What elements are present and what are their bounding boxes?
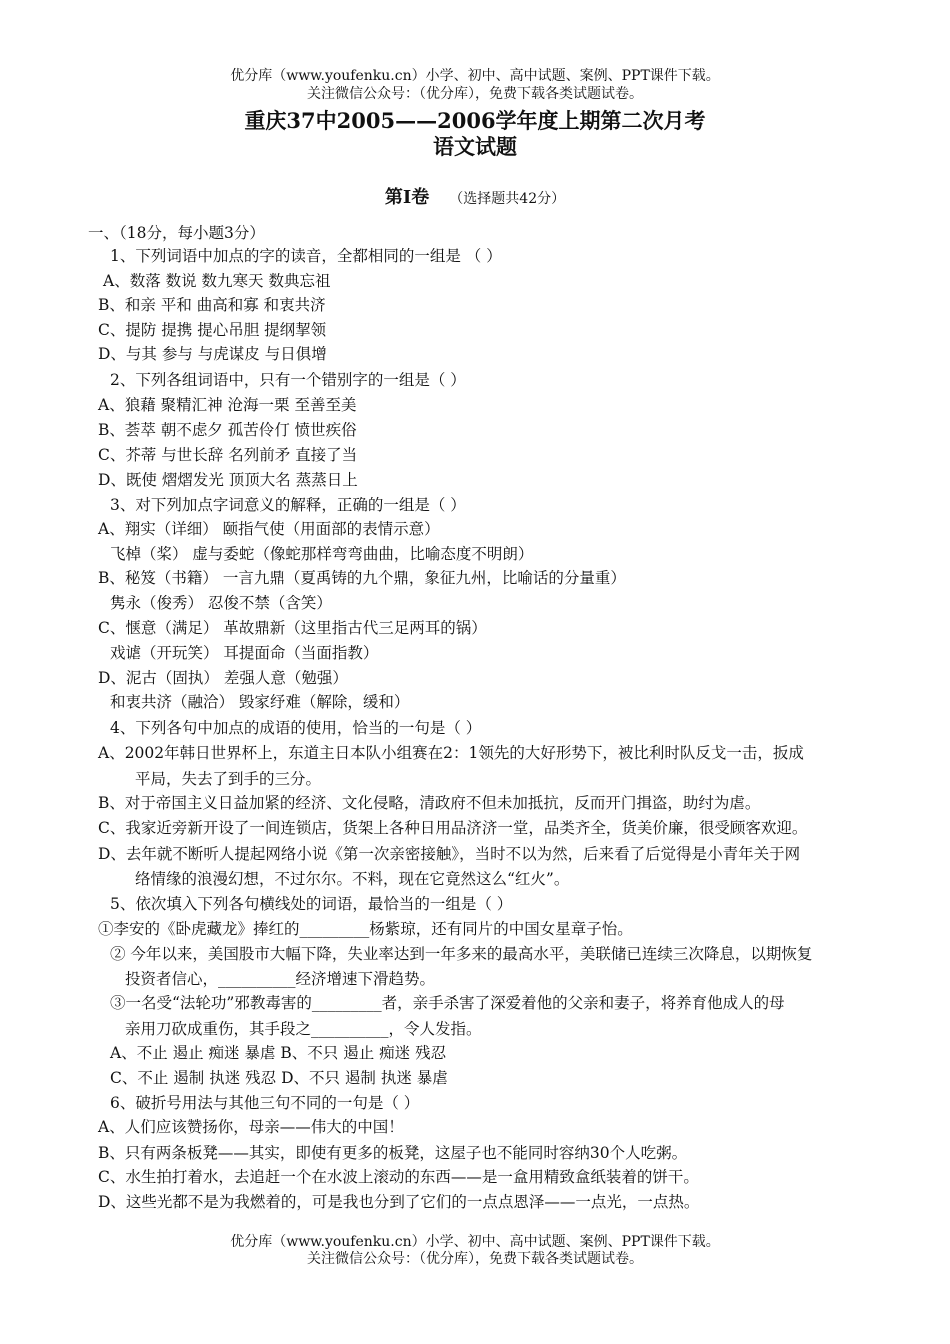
text-line: C、水生拍打着水，去追赶一个在水波上滚动的东西——是一盒用精致盒纸装着的饼干。: [98, 1168, 699, 1186]
text-line: 2、下列各组词语中，只有一个错别字的一组是（ ）: [110, 371, 466, 389]
text-line: B、只有两条板凳——其实，即使有更多的板凳，这屋子也不能同时容纳30个人吃粥。: [98, 1144, 688, 1162]
text-line: 一、（18分，每小题3分）: [88, 224, 265, 242]
text-line: ② 今年以来，美国股市大幅下降，失业率达到一年多来的最高水平，美联储已连续三次降息，以期恢复: [110, 945, 813, 963]
section-name: 第Ⅰ卷: [384, 187, 430, 208]
text-line: A、不止 遏止 痴迷 暴虐 B、不只 遏止 痴迷 残忍: [110, 1044, 447, 1062]
text-line: 1、下列词语中加点的字的读音，全都相同的一组是 （ ）: [110, 247, 502, 265]
text-line: D、去年就不断听人提起网络小说《第一次亲密接触》，当时不以为然，后来看了后觉得是小青年关于网: [98, 845, 801, 863]
text-line: B、和亲 平和 曲高和寡 和衷共济: [98, 296, 326, 314]
exam-subtitle: 语文试题: [433, 134, 517, 159]
text-line: A、人们应该赞扬你，母亲——伟大的中国！: [98, 1118, 404, 1136]
text-line: 3、对下列加点字词意义的解释，正确的一组是（ ）: [110, 496, 466, 514]
exam-title: 重庆37中2005——2006学年度上期第二次月考: [244, 108, 706, 133]
text-line: 平局，失去了到手的三分。: [135, 770, 322, 788]
text-line: B、荟萃 朝不虑夕 孤苦伶仃 愤世疾俗: [98, 421, 357, 439]
text-line: 5、依次填入下列各句横线处的词语，最恰当的一组是（ ）: [110, 895, 513, 913]
text-line: D、这些光都不是为我燃着的，可是我也分到了它们的一点点恩泽——一点光，一点热。: [98, 1193, 700, 1211]
header-line-1: 优分库（www.youfenku.cn）小学、初中、高中试题、案例、PPT课件下载。: [230, 68, 720, 84]
text-line: ③一名受“法轮功”邪教毒害的_________者，亲手杀害了深爱着他的父亲和妻子，将养育他成人的母: [110, 994, 785, 1012]
text-line: 飞棹（桨） 虚与委蛇（像蛇那样弯弯曲曲，比喻态度不明朗）: [110, 545, 534, 563]
text-line: A、翔实（详细） 颐指气使（用面部的表情示意）: [98, 520, 440, 538]
text-line: C、惬意（满足） 革故鼎新（这里指古代三足两耳的锅）: [98, 619, 487, 637]
text-line: 4、下列各句中加点的成语的使用，恰当的一句是（ ）: [110, 719, 482, 737]
text-line: D、与其 参与 与虎谋皮 与日俱增: [98, 345, 327, 363]
text-line: 戏谑（开玩笑） 耳提面命（当面指教）: [110, 644, 379, 662]
text-line: C、不止 遏制 执迷 残忍 D、不只 遏制 执迷 暴虐: [110, 1069, 448, 1087]
text-line: ①李安的《卧虎藏龙》捧红的_________杨紫琼，还有同片的中国女星章子怡。: [98, 920, 633, 938]
text-line: C、芥蒂 与世长辞 名列前矛 直接了当: [98, 446, 358, 464]
section-heading: [0, 183, 950, 209]
text-line: C、我家近旁新开设了一间连锁店，货架上各种日用品济济一堂，品类齐全，货美价廉，很受顾客欢迎。: [98, 819, 808, 837]
text-line: 络情缘的浪漫幻想，不过尔尔。不料，现在它竟然这么“红火”。: [135, 870, 570, 888]
header-line-2: 关注微信公众号：（优分库），免费下载各类试题试卷。: [307, 86, 643, 102]
text-line: B、秘笈（书籍） 一言九鼎（夏禹铸的九个鼎，象征九州，比喻话的分量重）: [98, 569, 626, 587]
footer-line-1: 优分库（www.youfenku.cn）小学、初中、高中试题、案例、PPT课件下载。: [230, 1234, 720, 1250]
text-line: D、泥古（固执） 差强人意（勉强）: [98, 669, 348, 687]
text-line: A、狼藉 聚精汇神 沧海一栗 至善至美: [98, 396, 357, 414]
text-line: A、2002年韩日世界杯上，东道主日本队小组赛在2：1领先的大好形势下，被比利时队反戈一击，扳成: [98, 744, 804, 762]
text-line: 隽永（俊秀） 忍俊不禁（含笑）: [110, 594, 332, 612]
text-line: 投资者信心，__________经济增速下滑趋势。: [125, 970, 436, 988]
text-line: D、既使 熠熠发光 顶顶大名 蒸蒸日上: [98, 471, 358, 489]
text-line: C、提防 提携 提心吊胆 提纲挈领: [98, 321, 327, 339]
footer-line-2: 关注微信公众号：（优分库），免费下载各类试题试卷。: [307, 1251, 643, 1267]
text-line: 和衷共济（融洽） 毁家纾难（解除，缓和）: [110, 693, 410, 711]
text-line: B、对于帝国主义日益加紧的经济、文化侵略，清政府不但未加抵抗，反而开门揖盗，助纣为虐。: [98, 794, 761, 812]
text-line: 亲用刀砍成重伤，其手段之__________，令人发指。: [125, 1020, 482, 1038]
section-note: （选择题共42分）: [449, 191, 566, 207]
text-line: 6、破折号用法与其他三句不同的一句是（ ）: [110, 1094, 420, 1112]
text-line: A、数落 数说 数九寒天 数典忘祖: [103, 272, 331, 290]
